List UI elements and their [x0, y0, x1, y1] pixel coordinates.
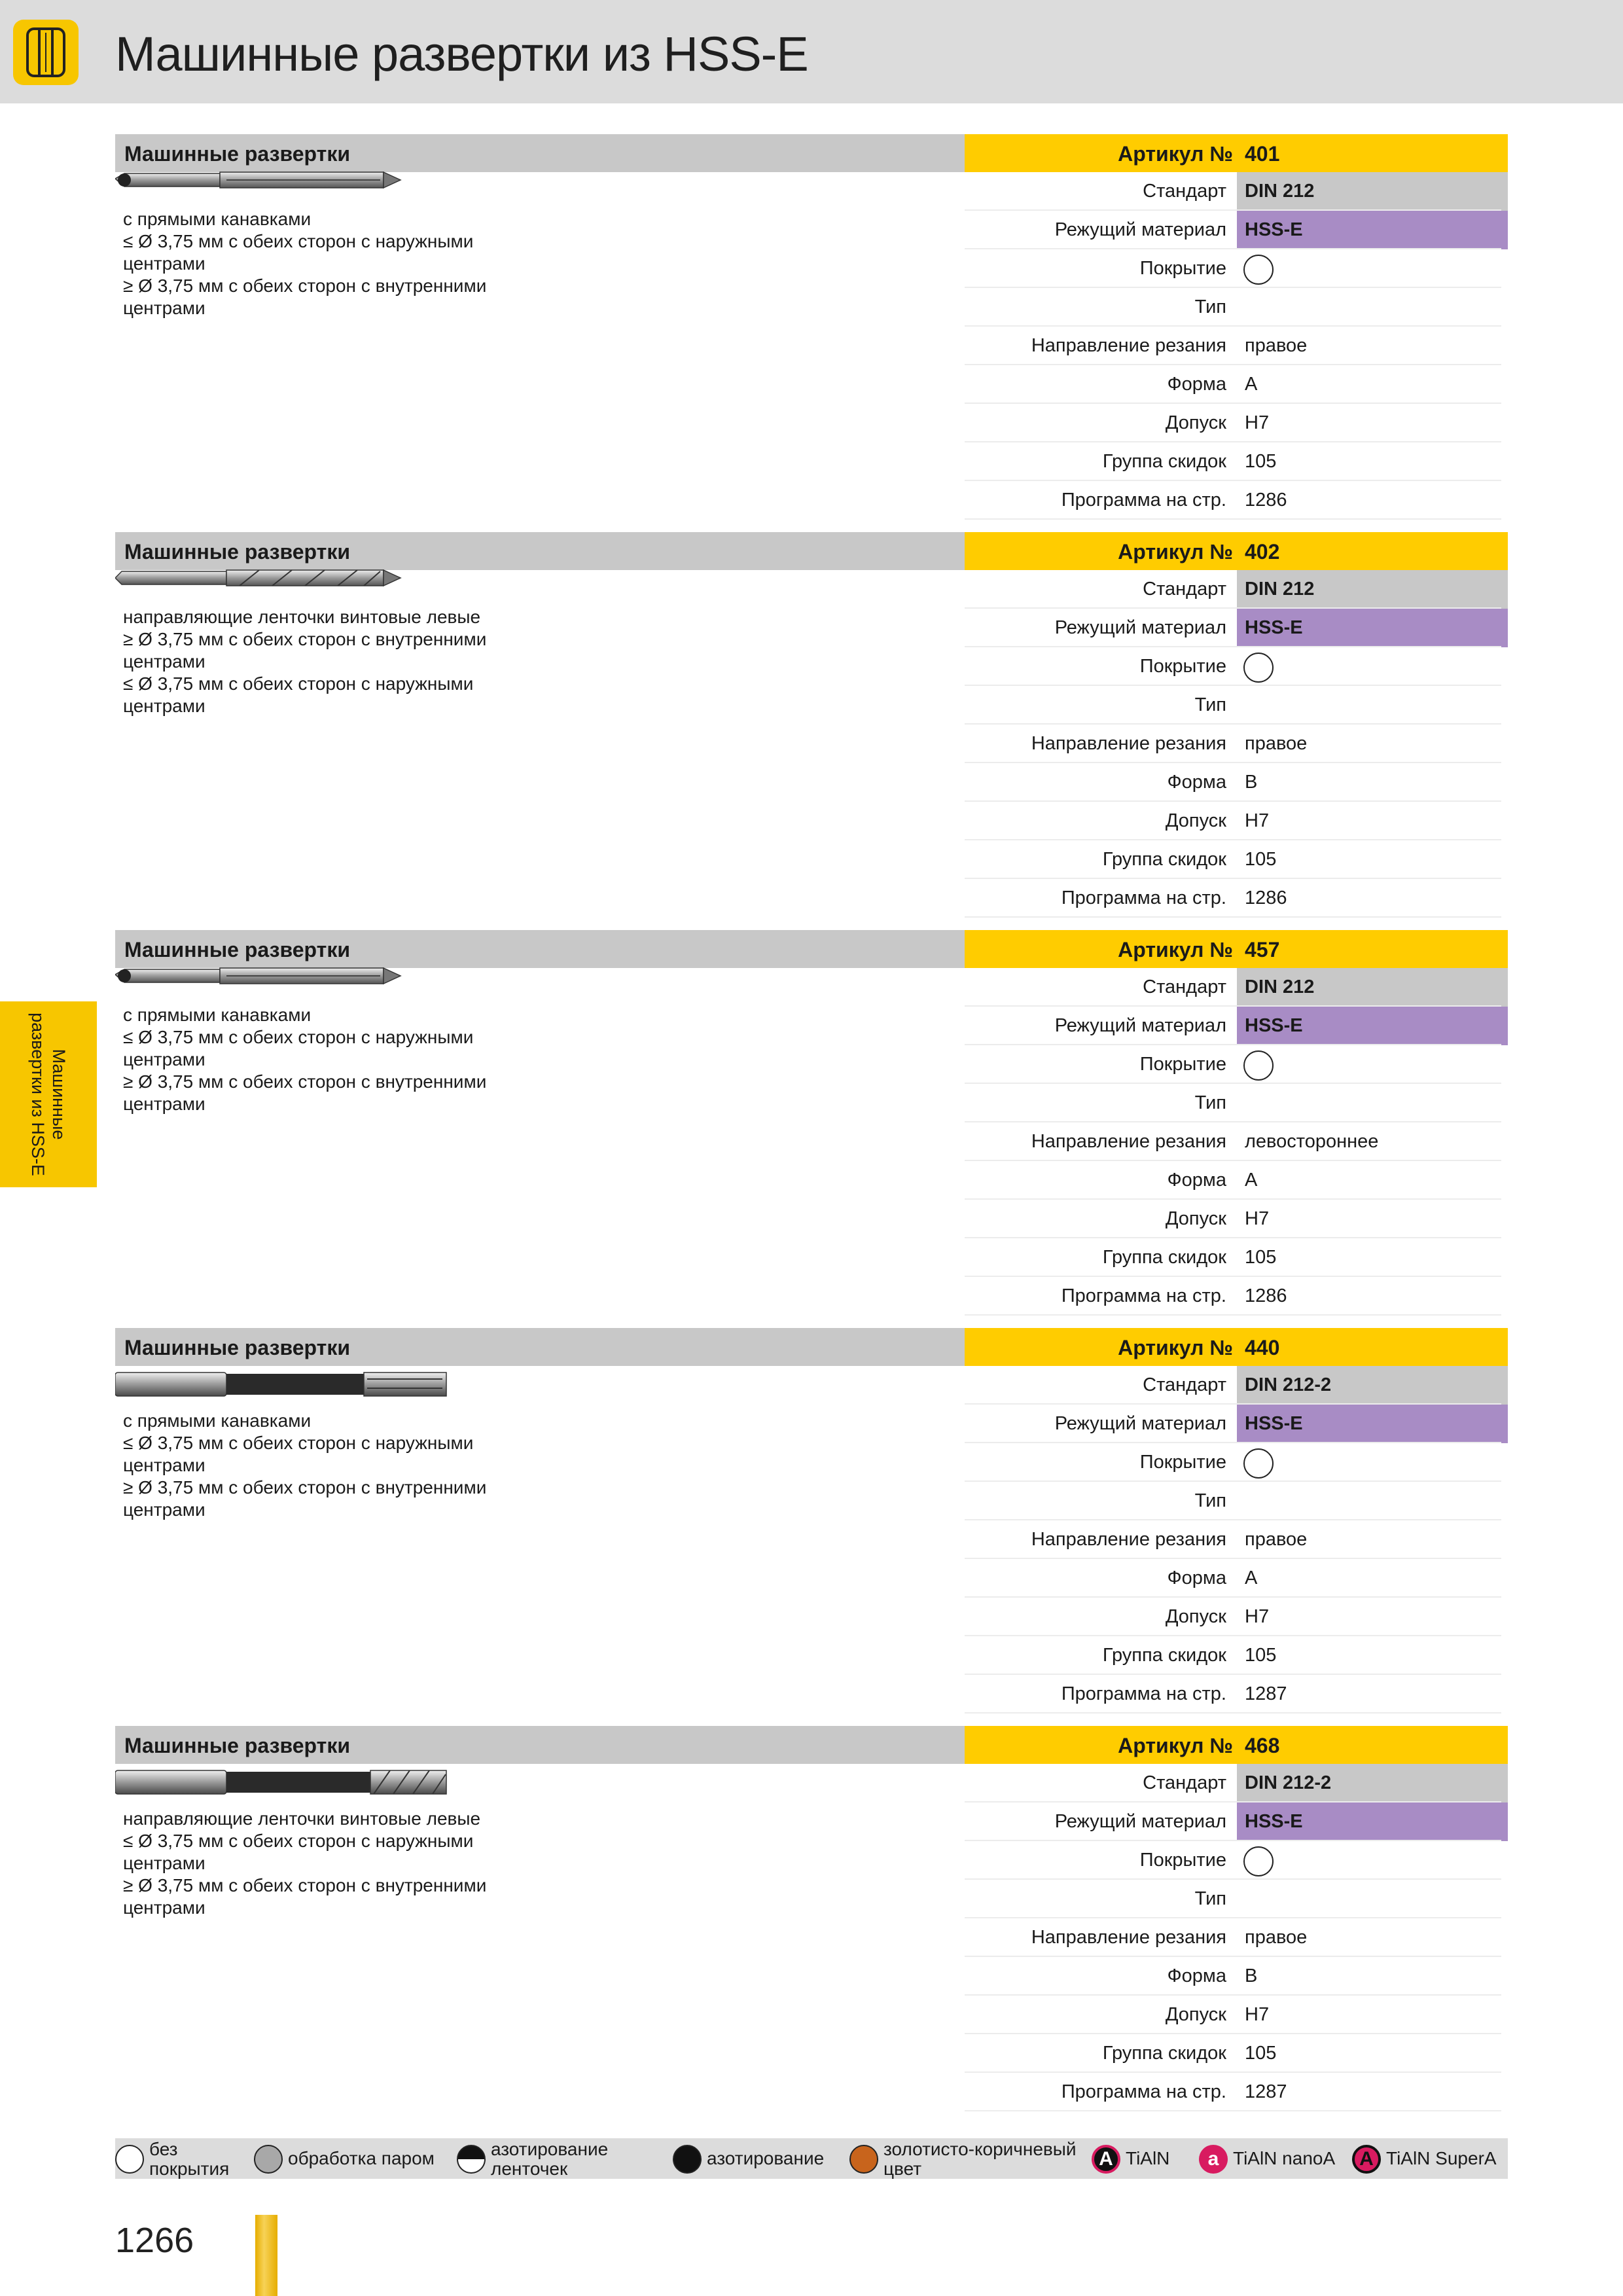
spec-row-tolerance	[965, 404, 1508, 442]
spec-row-program	[965, 481, 1508, 520]
legend-label: TiAlN	[1126, 2148, 1170, 2168]
product-description	[123, 1004, 581, 1115]
legend-line2: ленточек	[491, 2159, 568, 2179]
article-number[interactable]: 468	[1245, 1734, 1280, 1757]
spec-label-form: Форма	[1167, 1170, 1226, 1191]
spec-label-standard: Стандарт	[1143, 579, 1226, 600]
spec-row-tolerance	[965, 802, 1508, 840]
material-value: HSS-E	[1245, 617, 1303, 638]
spec-value-program: 1286	[1245, 888, 1287, 908]
coating-empty-circle-icon	[1243, 1448, 1274, 1479]
spec-row-program	[965, 1675, 1508, 1713]
article-label: Артикул №	[1118, 1336, 1233, 1359]
page-header	[0, 0, 1623, 103]
spec-label-direction: Направление резания	[1031, 733, 1226, 754]
standard-cell	[1237, 1764, 1508, 1803]
spec-row-tolerance	[965, 1200, 1508, 1238]
article-number[interactable]: 440	[1245, 1336, 1280, 1359]
product-block	[0, 1328, 1623, 1726]
spec-label-program: Программа на стр.	[1061, 1683, 1226, 1704]
spec-row-direction	[965, 1122, 1508, 1161]
spec-row-material	[965, 1007, 1508, 1045]
description-line: центрами	[123, 1897, 205, 1918]
spec-row-discount	[965, 2034, 1508, 2073]
material-cell	[1237, 211, 1508, 249]
material-value: HSS-E	[1245, 1413, 1303, 1434]
reamer-straight-flutes-icon	[115, 163, 403, 206]
group-title: Машинные развертки	[124, 142, 351, 166]
legend-label	[491, 2140, 608, 2179]
description-line: ≥ Ø 3,75 мм с обеих сторон с внутренними	[123, 629, 487, 649]
group-title: Машинные развертки	[124, 938, 351, 961]
description-line: центрами	[123, 1049, 205, 1069]
standard-cell	[1237, 172, 1508, 211]
legend-label: TiAlN nanoA	[1233, 2148, 1336, 2168]
description-line: центрами	[123, 1499, 205, 1520]
spec-label-tolerance: Допуск	[1165, 2004, 1226, 2025]
spec-row-direction	[965, 1520, 1508, 1559]
material-value: HSS-E	[1245, 1811, 1303, 1832]
description-line: центрами	[123, 1094, 205, 1114]
spec-label-form: Форма	[1167, 1568, 1226, 1588]
spec-label-standard: Стандарт	[1143, 1374, 1226, 1395]
spec-label-type: Тип	[1194, 694, 1226, 715]
description-line: ≥ Ø 3,75 мм с обеих сторон с внутренними	[123, 1477, 487, 1498]
spec-row-standard	[965, 172, 1508, 211]
spec-value-direction: левостороннее	[1245, 1131, 1379, 1152]
spec-row-program	[965, 2073, 1508, 2111]
side-tab-line2: развертки из HSS-E	[28, 1013, 48, 1176]
side-tab-line1: Машинные	[49, 1049, 69, 1140]
spec-label-coating: Покрытие	[1139, 656, 1226, 677]
spec-value-program: 1286	[1245, 490, 1287, 511]
spec-label-discount: Группа скидок	[1102, 849, 1226, 870]
material-cell	[1237, 1405, 1508, 1443]
legend-line1: азотирование	[491, 2139, 609, 2159]
spec-value-discount: 105	[1245, 1645, 1277, 1666]
spec-value-form: B	[1245, 1965, 1258, 1986]
spec-value-tolerance: H7	[1245, 810, 1270, 831]
spec-row-coating	[965, 1045, 1508, 1084]
page-title: Машинные развертки из HSS-E	[115, 27, 808, 81]
legend-line2: покрытия	[149, 2159, 230, 2179]
material-value: HSS-E	[1245, 1015, 1303, 1036]
spec-value-tolerance: H7	[1245, 1606, 1270, 1627]
spec-label-form: Форма	[1167, 772, 1226, 793]
coating-empty-circle-icon	[1243, 255, 1274, 285]
spec-row-form	[965, 1957, 1508, 1996]
product-description	[123, 208, 581, 319]
reamer-thick-straight-icon	[115, 1362, 449, 1411]
spec-label-discount: Группа скидок	[1102, 451, 1226, 472]
spec-label-material: Режущий материал	[1054, 1413, 1226, 1434]
spec-row-material	[965, 1405, 1508, 1443]
spec-value-direction: правое	[1245, 1927, 1308, 1948]
spec-value-program: 1287	[1245, 2081, 1287, 2102]
spec-row-discount	[965, 1636, 1508, 1675]
spec-row-type	[965, 288, 1508, 327]
spec-value-form: A	[1245, 1568, 1258, 1588]
standard-value: DIN 212	[1245, 579, 1315, 600]
spec-row-direction	[965, 327, 1508, 365]
circle-half-icon	[457, 2145, 486, 2174]
spec-value-direction: правое	[1245, 1529, 1308, 1550]
circle-black-icon	[673, 2145, 702, 2174]
spec-row-program	[965, 1277, 1508, 1316]
spec-row-standard	[965, 1366, 1508, 1405]
legend-label: TiAlN SuperA	[1386, 2148, 1497, 2168]
spec-row-standard	[965, 570, 1508, 609]
group-title: Машинные развертки	[124, 1336, 351, 1359]
spec-label-tolerance: Допуск	[1165, 810, 1226, 831]
circle-empty-icon	[115, 2145, 144, 2174]
spec-label-coating: Покрытие	[1139, 258, 1226, 279]
legend-line1: золотисто-коричневый	[883, 2139, 1077, 2159]
tialn-supera-icon: A	[1352, 2145, 1381, 2174]
spec-label-type: Тип	[1194, 1888, 1226, 1909]
tialn-nanoa-icon: a	[1199, 2145, 1228, 2174]
spec-label-direction: Направление резания	[1031, 1529, 1226, 1550]
spec-row-coating	[965, 249, 1508, 288]
spec-label-form: Форма	[1167, 1965, 1226, 1986]
spec-row-type	[965, 1880, 1508, 1918]
standard-value: DIN 212-2	[1245, 1374, 1332, 1395]
spec-label-standard: Стандарт	[1143, 977, 1226, 997]
product-block	[0, 930, 1623, 1328]
standard-cell	[1237, 1366, 1508, 1405]
reamer-icon	[13, 20, 79, 85]
description-line: ≤ Ø 3,75 мм с обеих сторон с наружными	[123, 673, 474, 694]
spec-row-material	[965, 1803, 1508, 1841]
spec-label-program: Программа на стр.	[1061, 2081, 1226, 2102]
description-line: центрами	[123, 253, 205, 274]
material-cell	[1237, 1803, 1508, 1841]
legend-line2: цвет	[883, 2159, 922, 2179]
spec-label-coating: Покрытие	[1139, 1850, 1226, 1871]
legend-label: обработка паром	[288, 2148, 435, 2168]
spec-row-coating	[965, 1443, 1508, 1482]
description-line: центрами	[123, 1853, 205, 1873]
product-block	[0, 1726, 1623, 2124]
article-label: Артикул №	[1118, 540, 1233, 564]
spec-label-material: Режущий материал	[1054, 219, 1226, 240]
spec-row-tolerance	[965, 1598, 1508, 1636]
spec-row-tolerance	[965, 1996, 1508, 2034]
spec-label-coating: Покрытие	[1139, 1054, 1226, 1075]
spec-row-type	[965, 1482, 1508, 1520]
spec-value-direction: правое	[1245, 335, 1308, 356]
spec-row-form	[965, 365, 1508, 404]
spec-label-material: Режущий материал	[1054, 1015, 1226, 1036]
spec-label-program: Программа на стр.	[1061, 490, 1226, 511]
spec-label-type: Тип	[1194, 296, 1226, 317]
legend-label	[883, 2140, 1077, 2179]
article-label: Артикул №	[1118, 1734, 1233, 1757]
spec-value-form: A	[1245, 374, 1258, 395]
spec-value-direction: правое	[1245, 733, 1308, 754]
standard-value: DIN 212	[1245, 977, 1315, 997]
description-line: центрами	[123, 1455, 205, 1475]
reamer-spiral-flutes-icon	[115, 561, 403, 603]
material-cell	[1237, 609, 1508, 647]
product-block	[0, 134, 1623, 532]
article-bar	[965, 1726, 1508, 1764]
spec-label-standard: Стандарт	[1143, 181, 1226, 202]
standard-value: DIN 212	[1245, 181, 1315, 202]
reamer-thick-spiral-icon	[115, 1760, 449, 1809]
article-bar	[965, 1328, 1508, 1366]
coating-empty-circle-icon	[1243, 1846, 1274, 1876]
spec-label-tolerance: Допуск	[1165, 412, 1226, 433]
spec-value-tolerance: H7	[1245, 1208, 1270, 1229]
description-line: направляющие ленточки винтовые левые	[123, 1808, 481, 1829]
description-line: ≥ Ø 3,75 мм с обеих сторон с внутренними	[123, 276, 487, 296]
legend-label	[149, 2140, 229, 2179]
spec-row-type	[965, 686, 1508, 725]
description-line: направляющие ленточки винтовые левые	[123, 607, 481, 627]
article-bar	[965, 930, 1508, 968]
spec-label-material: Режущий материал	[1054, 1811, 1226, 1832]
spec-label-direction: Направление резания	[1031, 1131, 1226, 1152]
page-number: 1266	[115, 2221, 194, 2260]
spec-label-discount: Группа скидок	[1102, 2043, 1226, 2064]
spec-row-discount	[965, 1238, 1508, 1277]
page-stripe	[255, 2215, 277, 2296]
spec-label-direction: Направление резания	[1031, 335, 1226, 356]
standard-value: DIN 212-2	[1245, 1772, 1332, 1793]
circle-gray-icon	[254, 2145, 283, 2174]
spec-label-discount: Группа скидок	[1102, 1645, 1226, 1666]
tialn-icon: A	[1092, 2145, 1120, 2174]
spec-row-discount	[965, 442, 1508, 481]
spec-row-standard	[965, 968, 1508, 1007]
reamer-straight-flutes-icon	[115, 959, 403, 1001]
spec-row-form	[965, 1161, 1508, 1200]
spec-row-coating	[965, 647, 1508, 686]
article-number[interactable]: 402	[1245, 540, 1280, 564]
spec-value-form: B	[1245, 772, 1258, 793]
spec-label-program: Программа на стр.	[1061, 1285, 1226, 1306]
material-value: HSS-E	[1245, 219, 1303, 240]
spec-row-type	[965, 1084, 1508, 1122]
description-line: центрами	[123, 298, 205, 318]
spec-label-form: Форма	[1167, 374, 1226, 395]
description-line: ≤ Ø 3,75 мм с обеих сторон с наружными	[123, 1433, 474, 1453]
spec-value-discount: 105	[1245, 451, 1277, 472]
coating-legend	[115, 2138, 1508, 2179]
spec-value-program: 1286	[1245, 1285, 1287, 1306]
spec-label-coating: Покрытие	[1139, 1452, 1226, 1473]
description-line: ≥ Ø 3,75 мм с обеих сторон с внутренними	[123, 1071, 487, 1092]
group-bar	[115, 1726, 965, 1764]
description-line: с прямыми канавками	[123, 1410, 312, 1431]
spec-row-standard	[965, 1764, 1508, 1803]
product-block	[0, 532, 1623, 930]
coating-empty-circle-icon	[1243, 1050, 1274, 1081]
spec-row-discount	[965, 840, 1508, 879]
spec-row-material	[965, 609, 1508, 647]
description-line: центрами	[123, 696, 205, 716]
spec-value-discount: 105	[1245, 2043, 1277, 2064]
spec-row-form	[965, 763, 1508, 802]
spec-label-direction: Направление резания	[1031, 1927, 1226, 1948]
spec-value-tolerance: H7	[1245, 412, 1270, 433]
spec-label-program: Программа на стр.	[1061, 888, 1226, 908]
description-line: ≤ Ø 3,75 мм с обеих сторон с наружными	[123, 1027, 474, 1047]
article-bar	[965, 532, 1508, 570]
spec-row-program	[965, 879, 1508, 918]
legend-label: азотирование	[707, 2148, 825, 2168]
spec-value-form: A	[1245, 1170, 1258, 1191]
standard-cell	[1237, 570, 1508, 609]
article-number[interactable]: 401	[1245, 142, 1280, 166]
product-description	[123, 1410, 581, 1521]
spec-label-tolerance: Допуск	[1165, 1606, 1226, 1627]
spec-row-form	[965, 1559, 1508, 1598]
coating-empty-circle-icon	[1243, 653, 1274, 683]
product-description	[123, 1808, 581, 1919]
group-title: Машинные развертки	[124, 1734, 351, 1757]
article-label: Артикул №	[1118, 938, 1233, 961]
description-line: с прямыми канавками	[123, 209, 312, 229]
spec-label-discount: Группа скидок	[1102, 1247, 1226, 1268]
spec-label-material: Режущий материал	[1054, 617, 1226, 638]
description-line: ≤ Ø 3,75 мм с обеих сторон с наружными	[123, 1831, 474, 1851]
legend-line1: без	[149, 2139, 178, 2159]
spec-value-discount: 105	[1245, 849, 1277, 870]
spec-row-material	[965, 211, 1508, 249]
product-description	[123, 606, 581, 717]
description-line: ≥ Ø 3,75 мм с обеих сторон с внутренними	[123, 1875, 487, 1895]
spec-value-discount: 105	[1245, 1247, 1277, 1268]
spec-label-type: Тип	[1194, 1092, 1226, 1113]
description-line: с прямыми канавками	[123, 1005, 312, 1025]
article-number[interactable]: 457	[1245, 938, 1280, 961]
spec-value-program: 1287	[1245, 1683, 1287, 1704]
article-label: Артикул №	[1118, 142, 1233, 166]
circle-bronze-icon	[849, 2145, 878, 2174]
description-line: центрами	[123, 651, 205, 672]
spec-row-coating	[965, 1841, 1508, 1880]
group-bar	[115, 1328, 965, 1366]
spec-row-direction	[965, 725, 1508, 763]
spec-label-tolerance: Допуск	[1165, 1208, 1226, 1229]
standard-cell	[1237, 968, 1508, 1007]
group-title: Машинные развертки	[124, 540, 351, 564]
material-cell	[1237, 1007, 1508, 1045]
spec-label-type: Тип	[1194, 1490, 1226, 1511]
spec-row-direction	[965, 1918, 1508, 1957]
article-bar	[965, 134, 1508, 172]
spec-value-tolerance: H7	[1245, 2004, 1270, 2025]
description-line: ≤ Ø 3,75 мм с обеих сторон с наружными	[123, 231, 474, 251]
spec-label-standard: Стандарт	[1143, 1772, 1226, 1793]
